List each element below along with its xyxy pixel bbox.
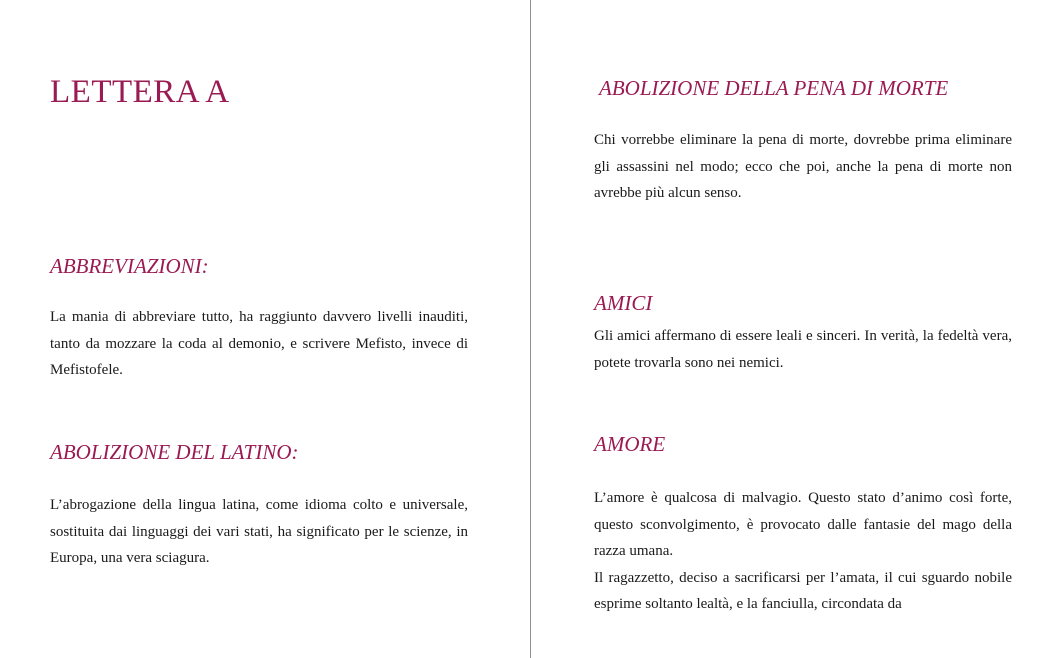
right-page xyxy=(594,0,1012,658)
entry-heading-abbreviazioni: ABBREVIAZIONI: xyxy=(50,254,209,278)
entry-heading-amore: AMORE xyxy=(594,432,666,456)
entry-paragraph: La mania di abbreviare tutto, ha raggiunto davvero livelli inauditi, tanto da mozzare la coda al demonio, e scrivere Mefisto, invece di Mefistofele. xyxy=(50,309,468,378)
entry-paragraph: L’amore è qualcosa di malvagio. Questo stato d’animo così forte, questo sconvolgimento, è provocato dalle fantasie del mago della razza umana. xyxy=(594,490,1012,559)
left-page xyxy=(50,0,468,658)
entry-paragraph: Chi vorrebbe eliminare la pena di morte, dovrebbe prima eliminare gli assassini nel modo; ecco che poi, anche la pena di morte non avrebbe più alcun senso. xyxy=(594,132,1012,201)
chapter-title: LETTERA A xyxy=(50,74,230,110)
entry-paragraph: Gli amici affermano di essere leali e sinceri. In verità, la fedeltà vera, potete trovarla sono nei nemici. xyxy=(594,328,1012,371)
entry-body-abbreviazioni xyxy=(50,304,468,384)
entry-heading-abolizione-pena-di-morte: ABOLIZIONE DELLA PENA DI MORTE xyxy=(599,76,949,100)
entry-paragraph: Il ragazzetto, deciso a sacrificarsi per l’amata, il cui sguardo nobile esprime soltanto lealtà, e la fanciulla, circondata da xyxy=(594,569,1012,612)
entry-body-abolizione-pena-di-morte xyxy=(594,127,1012,207)
entry-heading-abolizione-del-latino: ABOLIZIONE DEL LATINO: xyxy=(50,440,299,464)
entry-paragraph: L’abrogazione della lingua latina, come idioma colto e universale, sostituita dai linguaggi dei vari stati, ha significato per le scienze, in Europa, una vera sciagura. xyxy=(50,497,468,566)
page-gutter-divider xyxy=(530,0,531,658)
entry-body-amici xyxy=(594,323,1012,376)
entry-body-abolizione-del-latino xyxy=(50,492,468,572)
entry-body-amore xyxy=(594,485,1012,618)
entry-heading-amici: AMICI xyxy=(594,291,653,315)
